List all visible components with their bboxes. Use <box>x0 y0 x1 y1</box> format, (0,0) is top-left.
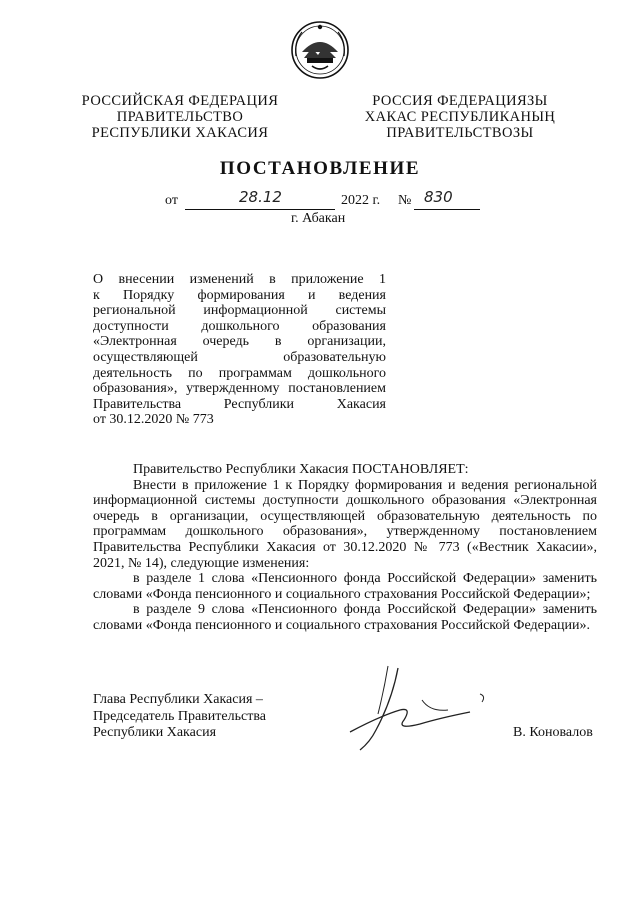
subject-line: осуществляющей образовательную <box>93 349 386 365</box>
date-field <box>185 188 335 210</box>
coat-of-arms-emblem <box>290 18 350 82</box>
document-title: ПОСТАНОВЛЕНИЕ <box>219 158 421 179</box>
header-right-line: РОССИЯ ФЕДЕРАЦИЯЗЫ <box>372 93 548 109</box>
header-left-line: РЕСПУБЛИКИ ХАКАСИЯ <box>91 125 269 141</box>
signatory-position <box>93 692 266 742</box>
body-line: 2021, № 14), следующие изменения: <box>93 555 310 571</box>
signatory-position-line: Республики Хакасия <box>93 725 217 740</box>
body-line: очередь в организации, осуществляющей образовательную деятельность по <box>93 508 597 524</box>
city: г. Абакан <box>291 211 346 226</box>
subject-line: «Электронная очередь в организации, <box>93 334 386 350</box>
body-text <box>93 462 597 634</box>
subject-line: деятельность по программам дошкольного <box>93 365 386 381</box>
handwritten-signature <box>330 660 490 760</box>
subject-line: О внесении изменений в приложение 1 <box>93 272 386 287</box>
subject-line: от 30.12.2020 № 773 <box>93 412 214 428</box>
body-line: словами «Фонда пенсионного и социального страхования Российской Федерации»; <box>93 586 591 602</box>
subject-block <box>93 272 386 428</box>
subject-line: региональной информационной системы <box>93 303 386 319</box>
body-line: Правительства Республики Хакасия от 30.12.2020 № 773 («Вестник Хакасии», <box>93 539 597 555</box>
signatory-name: В. Коновалов <box>513 725 593 740</box>
header-left-block <box>65 93 295 141</box>
body-line: словами «Фонда пенсионного и социального страхования Российской Федерации». <box>93 617 591 633</box>
header-right-block <box>345 93 575 141</box>
subject-line: доступности дошкольного образования <box>93 318 386 334</box>
header-left-line: ПРАВИТЕЛЬСТВО <box>116 109 244 125</box>
subject-line: к Порядку формирования и ведения <box>93 287 386 303</box>
body-line: Правительство Республики Хакасия ПОСТАНОВЛЯЕТ: <box>133 462 469 477</box>
header-left-line: РОССИЙСКАЯ ФЕДЕРАЦИЯ <box>81 93 279 109</box>
date-value: 28.12 <box>239 188 282 206</box>
signatory-position-line: Глава Республики Хакасия – <box>93 692 263 707</box>
number-sign: № <box>398 193 412 208</box>
signatory-position-line: Председатель Правительства <box>93 708 266 724</box>
body-line: Внести в приложение 1 к Порядку формирования и ведения региональной <box>133 477 597 493</box>
date-prefix: от <box>165 193 178 208</box>
document-number: 830 <box>424 188 453 206</box>
number-field <box>414 188 480 210</box>
subject-line: образования», утвержденному постановлением <box>93 381 386 397</box>
body-line: в разделе 9 слова «Пенсионного фонда Российской Федерации» заменить <box>133 602 597 618</box>
date-year: 2022 г. <box>341 193 381 208</box>
body-line: информационной системы доступности дошкольного образования «Электронная <box>93 493 597 509</box>
body-line: программам дошкольного образования», утвержденному постановлением <box>93 524 597 540</box>
body-line: в разделе 1 слова «Пенсионного фонда Российской Федерации» заменить <box>133 571 597 587</box>
header-right-line: ХАКАС РЕСПУБЛИКАНЫҢ <box>364 109 556 125</box>
subject-line: Правительства Республики Хакасия <box>93 396 386 412</box>
header-right-line: ПРАВИТЕЛЬСТВОЗЫ <box>386 125 534 141</box>
